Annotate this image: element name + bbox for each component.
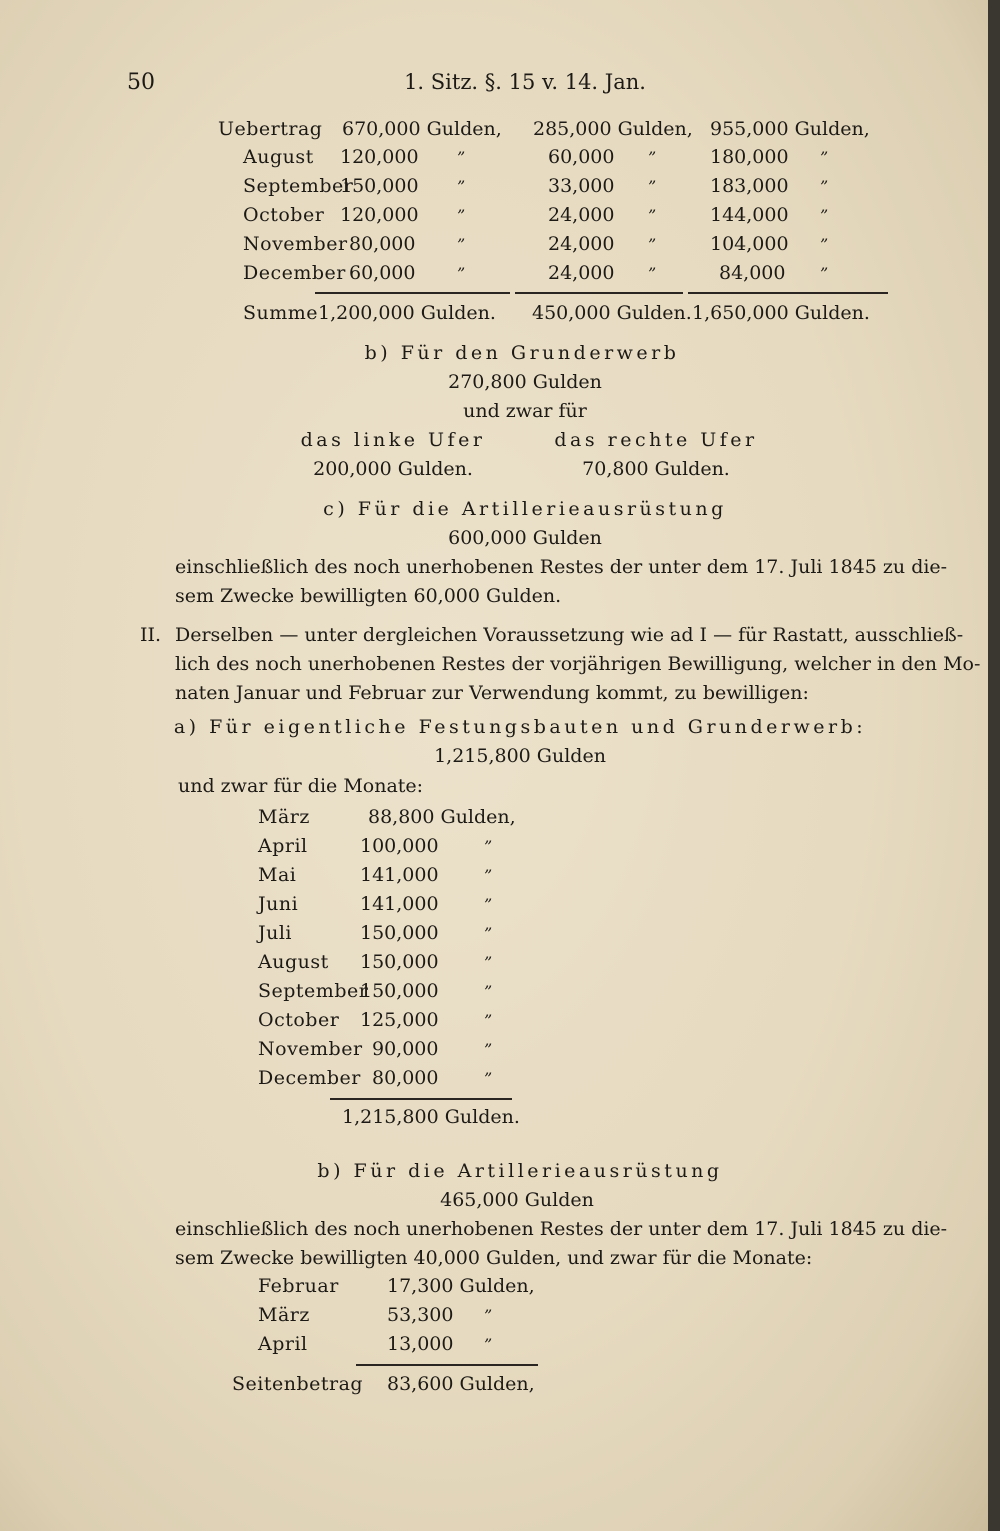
- table-cell: 120,000: [340, 204, 419, 226]
- ditto-mark: ”: [457, 206, 466, 225]
- sum-rule: [515, 292, 683, 294]
- ditto-mark: ”: [484, 1069, 493, 1088]
- paragraph-line: lich des noch unerhobenen Restes der vorjährigen Bewilligung, welcher in den Mo-: [175, 653, 981, 675]
- sum-cell: 1,200,000 Gulden.: [318, 302, 496, 324]
- table-cell: 670,000 Gulden,: [342, 118, 502, 140]
- section-heading: b) Für die Artillerieausrüstung: [317, 1160, 723, 1182]
- table-cell: 84,000: [719, 262, 786, 284]
- ditto-mark: ”: [484, 1011, 493, 1030]
- table-cell: 144,000: [710, 204, 789, 226]
- ditto-mark: ”: [484, 895, 493, 914]
- ditto-mark: ”: [457, 235, 466, 254]
- table-row-label: December: [243, 262, 346, 284]
- month-value: 90,000: [372, 1038, 439, 1060]
- left-bank-label: das linke Ufer: [300, 429, 486, 451]
- amount: 600,000 Gulden: [448, 527, 602, 549]
- table-cell: 120,000: [340, 146, 419, 168]
- ditto-mark: ”: [820, 235, 829, 254]
- paragraph-line: sem Zwecke bewilligten 60,000 Gulden.: [175, 585, 562, 607]
- month-value: 141,000: [360, 864, 439, 886]
- month-value: 80,000: [372, 1067, 439, 1089]
- ditto-mark: ”: [484, 953, 493, 972]
- ditto-mark: ”: [457, 264, 466, 283]
- page-total-label: Seitenbetrag: [232, 1373, 364, 1395]
- month-label: Juli: [258, 922, 293, 944]
- page-number: 50: [127, 70, 155, 95]
- table-cell: 150,000: [340, 175, 419, 197]
- ditto-mark: ”: [820, 148, 829, 167]
- ditto-mark: ”: [484, 1306, 493, 1325]
- scan-edge: [988, 0, 1000, 1531]
- month-value: 100,000: [360, 835, 439, 857]
- month-label: April: [258, 1333, 308, 1355]
- page-total-value: 83,600 Gulden,: [387, 1373, 535, 1395]
- running-title: 1. Sitz. §. 15 v. 14. Jan.: [404, 70, 646, 94]
- ditto-mark: ”: [648, 177, 657, 196]
- month-label: Mai: [258, 864, 297, 886]
- ditto-mark: ”: [484, 1040, 493, 1059]
- month-value: 88,800 Gulden,: [368, 806, 516, 828]
- ditto-mark: ”: [484, 924, 493, 943]
- month-value: 150,000: [360, 922, 439, 944]
- month-label: October: [258, 1009, 340, 1031]
- ditto-mark: ”: [648, 235, 657, 254]
- sum-cell: 450,000 Gulden.: [532, 302, 692, 324]
- total-value: 1,215,800 Gulden.: [342, 1106, 520, 1128]
- month-value: 53,300: [387, 1304, 454, 1326]
- paragraph-line: einschließlich des noch unerhobenen Restes der unter dem 17. Juli 1845 zu die-: [175, 556, 948, 578]
- amount: 1,215,800 Gulden: [434, 745, 606, 767]
- month-value: 17,300 Gulden,: [387, 1275, 535, 1297]
- table-cell: 24,000: [548, 204, 615, 226]
- table-cell: 24,000: [548, 233, 615, 255]
- month-value: 141,000: [360, 893, 439, 915]
- section-numeral: II.: [140, 624, 162, 646]
- amount: 270,800 Gulden: [448, 371, 602, 393]
- paragraph-line: einschließlich des noch unerhobenen Restes der unter dem 17. Juli 1845 zu die-: [175, 1218, 948, 1240]
- sum-rule: [330, 1098, 512, 1100]
- table-cell: 80,000: [349, 233, 416, 255]
- month-value: 125,000: [360, 1009, 439, 1031]
- ditto-mark: ”: [648, 206, 657, 225]
- table-cell: 104,000: [710, 233, 789, 255]
- table-cell: 60,000: [349, 262, 416, 284]
- month-label: November: [258, 1038, 363, 1060]
- intro-text: und zwar für: [463, 400, 587, 422]
- table-cell: 183,000: [710, 175, 789, 197]
- table-row-label: August: [243, 146, 314, 168]
- table-cell: 33,000: [548, 175, 615, 197]
- paragraph-line: naten Januar und Februar zur Verwendung kommt, zu bewilligen:: [175, 682, 809, 704]
- month-label: März: [258, 806, 310, 828]
- table-cell: 285,000 Gulden,: [533, 118, 693, 140]
- ditto-mark: ”: [484, 1335, 493, 1354]
- month-label: September: [258, 980, 369, 1002]
- sum-label: Summe: [243, 302, 319, 324]
- section-heading: c) Für die Artillerieausrüstung: [323, 498, 727, 520]
- table-row-label: October: [243, 204, 325, 226]
- table-cell: 955,000 Gulden,: [710, 118, 870, 140]
- ditto-mark: ”: [484, 837, 493, 856]
- month-value: 150,000: [360, 951, 439, 973]
- sum-rule: [315, 292, 510, 294]
- ditto-mark: ”: [484, 982, 493, 1001]
- ditto-mark: ”: [457, 177, 466, 196]
- table-row-label: November: [243, 233, 348, 255]
- sum-rule: [688, 292, 888, 294]
- paragraph-line: Derselben — unter dergleichen Voraussetzung wie ad I — für Rastatt, ausschließ-: [175, 624, 964, 646]
- ditto-mark: ”: [820, 264, 829, 283]
- table-cell: 180,000: [710, 146, 789, 168]
- sum-rule: [356, 1364, 538, 1366]
- month-label: April: [258, 835, 308, 857]
- right-bank-amount: 70,800 Gulden.: [582, 458, 730, 480]
- table-cell: 24,000: [548, 262, 615, 284]
- month-value: 150,000: [360, 980, 439, 1002]
- ditto-mark: ”: [648, 148, 657, 167]
- table-cell: 60,000: [548, 146, 615, 168]
- table-row-label: September: [243, 175, 354, 197]
- table-row-label: Uebertrag: [218, 118, 323, 140]
- ditto-mark: ”: [820, 206, 829, 225]
- ditto-mark: ”: [820, 177, 829, 196]
- section-heading: a) Für eigentliche Festungsbauten und Grunderwerb:: [173, 716, 867, 738]
- month-label: December: [258, 1067, 361, 1089]
- sum-cell: 1,650,000 Gulden.: [692, 302, 870, 324]
- month-label: Februar: [258, 1275, 339, 1297]
- section-heading: b) Für den Grunderwerb: [364, 342, 680, 364]
- month-value: 13,000: [387, 1333, 454, 1355]
- month-label: August: [258, 951, 329, 973]
- ditto-mark: ”: [648, 264, 657, 283]
- ditto-mark: ”: [457, 148, 466, 167]
- ditto-mark: ”: [484, 866, 493, 885]
- left-bank-amount: 200,000 Gulden.: [313, 458, 473, 480]
- month-label: Juni: [258, 893, 299, 915]
- paragraph-line: sem Zwecke bewilligten 40,000 Gulden, und zwar für die Monate:: [175, 1247, 813, 1269]
- right-bank-label: das rechte Ufer: [554, 429, 758, 451]
- intro-text: und zwar für die Monate:: [178, 775, 424, 797]
- month-label: März: [258, 1304, 310, 1326]
- amount: 465,000 Gulden: [440, 1189, 594, 1211]
